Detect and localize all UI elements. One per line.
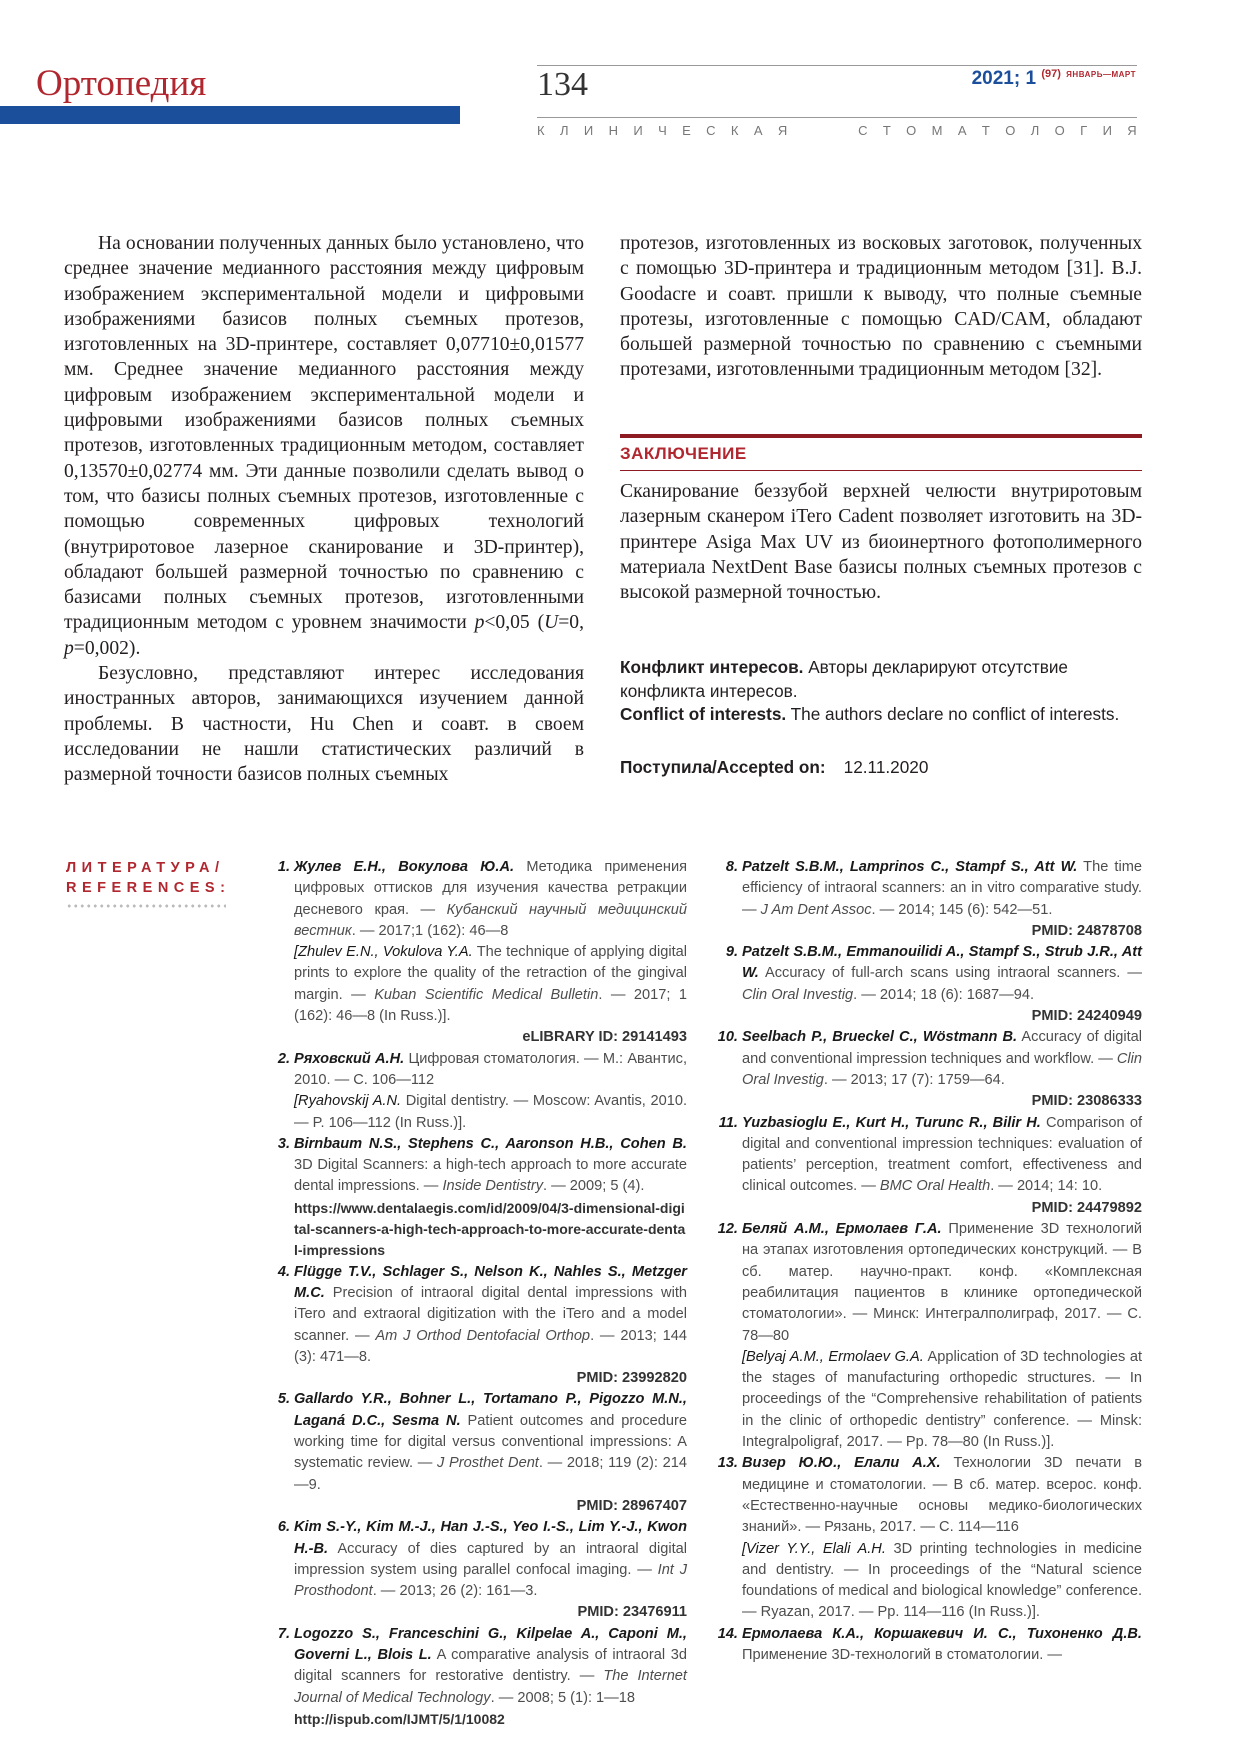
journal-name-letter: С — [706, 123, 716, 138]
reference-main — [742, 1453, 1142, 1538]
reference-number: 10. — [717, 1029, 738, 1046]
references-heading-ru: ЛИТЕРАТУРА/ — [66, 860, 225, 876]
reference-id: PMID: 24240949 — [1031, 1008, 1142, 1025]
reference-tail: . — 2008; 5 (1): 1—18 — [490, 1689, 636, 1706]
reference-item — [717, 1219, 1142, 1453]
conclusion-text — [620, 479, 1142, 605]
reference-number: 11. — [718, 1114, 738, 1131]
reference-url: http://ispub.com/IJMT/5/1/10082 — [294, 1710, 505, 1727]
conflict-of-interest — [620, 656, 1150, 727]
reference-tail: . — 2014; 14: 10. — [990, 1178, 1103, 1195]
reference-item — [720, 857, 1142, 942]
reference-number: 14. — [717, 1625, 738, 1642]
conflict-ru — [620, 656, 1150, 703]
reference-tail: . — 2014; 145 (6): 542—51. — [871, 901, 1053, 918]
reference-main — [742, 857, 1142, 921]
conflict-ru-label: Конфликт интересов. — [620, 657, 804, 677]
reference-number: 7. — [277, 1625, 290, 1642]
reference-main — [742, 1027, 1142, 1091]
reference-item — [720, 1113, 1142, 1219]
journal-name-letter: Л — [1030, 123, 1040, 138]
reference-authors: Patzelt S.B.M., Emmanouilidi A., Stampf S., Strub J.R., Att W. — [742, 944, 1142, 982]
p1-italic-p2: p — [64, 637, 74, 659]
body-column-left — [64, 231, 584, 788]
reference-tail: . — 2013; 144 (3): 471—8. — [294, 1327, 688, 1365]
reference-text: Precision of intraoral digital dental impressions with iTero and extraoral digitization with the iTero and a model scanner. — — [294, 1284, 687, 1344]
reference-main — [742, 1624, 1142, 1667]
reference-id: PMID: 23086333 — [1031, 1093, 1142, 1110]
journal-name-letter: Н — [608, 123, 618, 138]
reference-number: 9. — [725, 944, 738, 961]
reference-authors: Flügge T.V., Schlager S., Nelson K., Nahles S., Metzger M.C. — [294, 1263, 687, 1301]
reference-item — [272, 1517, 687, 1623]
reference-source: Clin Oral Investig — [742, 1050, 1142, 1088]
reference-authors: Беляй А.М., Ермолаев Г.А. — [742, 1221, 942, 1238]
reference-text: Patient outcomes and procedure working time for digital versus conventional impressions: A systematic review. — — [294, 1412, 687, 1472]
reference-text: Accuracy of digital and conventional impression techniques and workflow. — — [742, 1029, 1142, 1067]
journal-name-gap — [803, 123, 843, 138]
reference-authors: Gallardo Y.R., Bohner L., Tortamano P., Pigozzo M.N., Laganá D.C., Sesma N. — [294, 1391, 687, 1429]
journal-name-letter: Я — [777, 123, 788, 138]
reference-id: PMID: 23476911 — [577, 1604, 687, 1621]
section-title: Ортопедия — [36, 63, 207, 104]
reference-translation-text: Digital dentistry. — Moscow: Avantis, 2010. — P. 106—112 (In Russ.)]. — [294, 1093, 687, 1131]
reference-source: The Internet Journal of Medical Technology — [294, 1668, 687, 1706]
reference-translation-text: 3D printing technologies in medicine and dentistry. — In proceedings of the “Natural science foundations of medical and biological knowledge” conference. — Ryazan, 2017. — Pp. 114—116 (In Russ.)]. — [742, 1540, 1142, 1621]
reference-number: 6. — [277, 1519, 290, 1536]
reference-main — [294, 1517, 687, 1602]
reference-text: The time efficiency of intraoral scanners: an in vitro comparative study. — — [742, 859, 1142, 918]
reference-item — [717, 1624, 1142, 1667]
reference-item — [272, 1262, 687, 1390]
reference-item — [272, 1624, 687, 1730]
conflict-en — [620, 703, 1150, 727]
reference-item — [720, 942, 1142, 1027]
reference-source: J Am Dent Assoc — [760, 901, 872, 918]
reference-translation-text: The technique of applying digital prints to explore the quality of the retraction of the gingival margin. — — [294, 944, 687, 1003]
journal-name-letter: К — [537, 123, 545, 138]
page-number: 134 — [537, 66, 588, 103]
conclusion-paragraph: Сканирование беззубой верхней челюсти внутриротовым лазерным сканером iTero Cadent позволяет изготовить на 3D-принтере Asiga Max UV из биоинертного фотополимерного материала NextDent Base базисы полных съемных протезов с высокой размерной точностью. — [620, 481, 1142, 604]
reference-item — [717, 1453, 1142, 1623]
reference-authors: Patzelt S.B.M., Lamprinos C., Stampf S., Att W. — [742, 859, 1078, 875]
reference-number: 1. — [277, 859, 290, 875]
reference-main — [742, 1113, 1142, 1198]
conflict-en-text: The authors declare no conflict of interests. — [786, 704, 1120, 724]
journal-name-letter: Г — [1080, 123, 1088, 138]
journal-name — [537, 123, 1137, 138]
reference-number: 12. — [717, 1221, 738, 1238]
body-paragraph-2: Безусловно, представляют интерес исследования иностранных авторов, занимающихся изучением данной проблемы. В частности, Hu Chen и соавт. в своем исследовании не нашли статистических различий в размерной точности базисов полных съемных — [64, 663, 584, 786]
journal-name-letter: Ч — [658, 123, 667, 138]
reference-tail: . — 2014; 18 (6): 1687—94. — [853, 986, 1035, 1003]
reference-source: Кубанский научный медицинский вестник — [294, 901, 687, 939]
reference-main — [294, 1389, 687, 1495]
reference-id: PMID: 24878708 — [1031, 922, 1142, 939]
journal-name-letter: Т — [981, 123, 990, 138]
section-color-bar — [0, 106, 460, 124]
reference-main — [294, 1262, 687, 1368]
reference-source: Inside Dentistry — [442, 1178, 544, 1195]
received-label: Поступила/Accepted on: — [620, 757, 826, 777]
received-date-line — [620, 756, 928, 780]
reference-authors: Birnbaum N.S., Stephens C., Aaronson H.B., Cohen B. — [294, 1135, 687, 1152]
reference-tail: . — 2017;1 (162): 46—8 — [351, 922, 509, 939]
journal-name-letter: Е — [682, 123, 691, 138]
journal-name-letter: О — [1054, 123, 1065, 138]
reference-source: Clin Oral Investig — [742, 986, 854, 1003]
reference-main — [742, 942, 1142, 1006]
reference-text: Цифровая стоматология. — М.: Авантис, 2010. — С. 106—112 — [294, 1050, 688, 1088]
p1-text: На основании полученных данных было установлено, что среднее значение медианного расстояния между цифровым изображением экспериментальной модели и цифровыми изображениями базисов полных съемных протезов, изготовленных на 3D-принтере, составляет 0,07710±0,01577 мм. Среднее значение медианного расстояния между цифровым изображением экспериментальной модели и цифровыми изображениями базисов полных съемных протезов, изготовленных традиционным методом, составляет 0,13570±0,02774 мм. Эти данные позволили сделать вывод о том, что базисы полных съемных протезов, изготовленные с помощью современных цифровых технологий (внутриротовое лазерное сканирование и 3D-принтер), обладают большей размерной точностью по сравнению с базисами полных съемных протезов, изготовленными традиционным методом с уровнем значимости — [64, 233, 584, 634]
reference-tail: . — 2018; 119 (2): 214—9. — [294, 1455, 687, 1493]
reference-translation — [742, 1539, 1142, 1624]
p1-italic-u: U — [544, 612, 559, 634]
body-paragraph-1 — [64, 231, 584, 661]
journal-name-letter: Т — [882, 123, 891, 138]
journal-name-letter: И — [583, 123, 594, 138]
reference-translation — [742, 1347, 1142, 1453]
header-bottom-rule — [537, 117, 1137, 118]
references-heading — [66, 858, 230, 898]
reference-number: 4. — [277, 1263, 290, 1280]
journal-name-letter: И — [1102, 123, 1112, 138]
p1-text-b: <0,05 ( — [484, 612, 545, 634]
reference-text: Применение 3D-технологий в стоматологии. — — [742, 1646, 1062, 1663]
reference-number: 8. — [725, 859, 738, 875]
reference-main — [742, 1219, 1142, 1347]
reference-main — [294, 1049, 687, 1092]
journal-name-letter: О — [1005, 123, 1016, 138]
reference-text: Технологии 3D печати в медицине и стоматологии. — В сб. матер. всерос. конф. «Естественно-научные основы медико-биологических знаний». — Рязань, 2017. — С. 114—116 — [742, 1455, 1142, 1536]
reference-translation-authors: [Zhulev E.N., Vokulova Y.A. — [294, 944, 473, 961]
reference-id: eLIBRARY ID: 29141493 — [522, 1029, 687, 1046]
references-heading-en: REFERENCES: — [66, 880, 231, 896]
reference-translation-source: Kuban Scientific Medical Bulletin — [374, 986, 599, 1003]
reference-number: 3. — [277, 1135, 290, 1152]
reference-tail: . — 2013; 26 (2): 161—3. — [372, 1583, 538, 1600]
reference-source: Int J Prosthodont — [294, 1561, 687, 1600]
journal-name-letter: А — [753, 123, 763, 138]
journal-name-letter: Л — [559, 123, 569, 138]
reference-main — [294, 1134, 687, 1198]
reference-number: 13. — [717, 1455, 738, 1472]
reference-source: J Prosthet Dent — [437, 1455, 539, 1472]
journal-name-letter: Я — [1127, 123, 1137, 138]
journal-name-letter: О — [906, 123, 917, 138]
reference-authors: Kim S.-Y., Kim M.-J., Han J.-S., Yeo I.-S., Lim Y.-J., Kwon H.-B. — [294, 1519, 687, 1557]
journal-name-letter: К — [730, 123, 739, 138]
conclusion-bottom-rule — [620, 470, 1142, 471]
reference-url: https://www.dentalaegis.com/id/2009/04/3-dimensional-digital-scanners-a-high-tech-approach-to-more-accurate-dental-impressions — [294, 1199, 686, 1259]
reference-text: Accuracy of dies captured by an intraoral digital impression system using parallel confocal imaging. — — [294, 1540, 687, 1578]
reference-source: Am J Orthod Dentofacial Orthop — [375, 1327, 591, 1344]
reference-translation — [294, 942, 687, 1027]
reference-id: PMID: 24479892 — [1031, 1199, 1142, 1216]
p1-italic-p: p — [474, 612, 485, 634]
reference-text: A comparative analysis of intraoral 3d digital scanners for restorative dentistry. — — [294, 1646, 688, 1685]
reference-number: 5. — [277, 1391, 290, 1408]
reference-translation-text: Application of 3D technologies at the stages of manufacturing orthopedic structures. — In proceedings of the “Comprehensive rehabilitation of patients in the clinic of orthopedic dentistry” conference. — Minsk: Integralpoligraf, 2017. — Pp. 78—80 (In Russ.)]. — [742, 1348, 1142, 1451]
references-column-right — [717, 857, 1142, 1666]
p1-text-c: =0, — [558, 612, 584, 634]
body-paragraph-2-continued: протезов, изготовленных из восковых заготовок, полученных с помощью 3D-принтера и традиционным методом [31]. B.J. Goodacre и соавт. пришли к выводу, что полные съемные протезы, изготовленные с помощью CAD/CAM, обладают большей размерной точностью по сравнению с съемными протезами, изготовленными традиционным методом [32]. — [620, 233, 1142, 381]
reference-authors: Жулев Е.Н., Вокулова Ю.А. — [294, 859, 515, 875]
reference-item — [272, 857, 687, 1049]
reference-id: PMID: 23992820 — [576, 1370, 687, 1387]
reference-tail: . — 2009; 5 (4). — [543, 1178, 645, 1195]
issue-number: (97) — [1041, 68, 1061, 80]
issue-months: ЯНВАРЬ—МАРТ — [1066, 70, 1136, 79]
body-column-right — [620, 231, 1142, 383]
reference-number: 2. — [277, 1050, 290, 1067]
reference-text: 3D Digital Scanners: a high-tech approach to more accurate dental impressions. — — [294, 1157, 687, 1195]
reference-text: Accuracy of full-arch scans using intraoral scanners. — — [758, 965, 1142, 982]
reference-main — [294, 1624, 687, 1709]
reference-tail: . — 2013; 17 (7): 1759—64. — [823, 1071, 1005, 1088]
references-column-left — [272, 857, 687, 1730]
reference-id: PMID: 28967407 — [576, 1497, 687, 1514]
reference-main — [294, 857, 687, 942]
issue-year: 2021; 1 — [971, 68, 1037, 89]
reference-translation-authors: [Vizer Y.Y., Elali A.H. — [742, 1540, 886, 1557]
reference-item — [272, 1134, 687, 1262]
journal-name-letter: И — [633, 123, 643, 138]
conclusion-top-rule — [620, 434, 1142, 438]
reference-authors: Seelbach P., Brueckel C., Wöstmann B. — [742, 1029, 1018, 1046]
reference-item — [272, 1389, 687, 1517]
reference-authors: Ряховский А.Н. — [294, 1050, 405, 1067]
reference-source: BMC Oral Health — [879, 1178, 991, 1195]
reference-translation — [294, 1091, 687, 1134]
reference-text: Применение 3D технологий на этапах изготовления ортопедических конструкций. — В сб. матер. научно-практ. конф. «Комплексная реабилитация пациентов в клинике ортопедической стоматологии». — Минск: Интегралполиграф, 2017. — С. 78—80 — [742, 1221, 1142, 1344]
reference-translation-authors: [Belyaj A.M., Ermolaev G.A. — [742, 1348, 924, 1365]
journal-name-letter: М — [931, 123, 943, 138]
header-top-rule — [537, 65, 1137, 66]
issue-info — [972, 68, 1136, 90]
journal-name-letter: С — [858, 123, 868, 138]
reference-translation-tail: . — 2017; 1 (162): 46—8 (In Russ.)]. — [294, 986, 687, 1025]
reference-item — [717, 1027, 1142, 1112]
conflict-en-label: Conflict of interests. — [620, 704, 787, 724]
p1-text-d: =0,002). — [73, 637, 141, 659]
reference-authors: Yuzbasioglu E., Kurt H., Turunc R., Bilir H. — [742, 1114, 1041, 1131]
conclusion-heading: ЗАКЛЮЧЕНИЕ — [620, 444, 747, 463]
reference-authors: Ермолаева К.А., Коршакевич И. С., Тихоненко Д.В. — [742, 1625, 1142, 1642]
references-dotted-divider — [66, 904, 226, 908]
reference-item — [272, 1049, 687, 1134]
journal-name-letter: А — [957, 123, 967, 138]
reference-text: Методика применения цифровых оттисков для изучения качества ретракции десневого края. — — [294, 859, 687, 918]
reference-translation-authors: [Ryahovskij A.N. — [294, 1093, 402, 1110]
conflict-ru-text: Авторы декларируют отсутствие конфликта интересов. — [620, 657, 1068, 701]
received-date: 12.11.2020 — [843, 757, 929, 777]
reference-text: Comparison of digital and conventional impression techniques: evaluation of patients’ perception, treatment comfort, effectiveness and clinical outcomes. — — [742, 1114, 1142, 1195]
reference-authors: Logozzo S., Franceschini G., Kilpelae A., Caponi M., Governi L., Blois L. — [294, 1625, 687, 1663]
reference-authors: Визер Ю.Ю., Елали А.Х. — [742, 1455, 941, 1472]
